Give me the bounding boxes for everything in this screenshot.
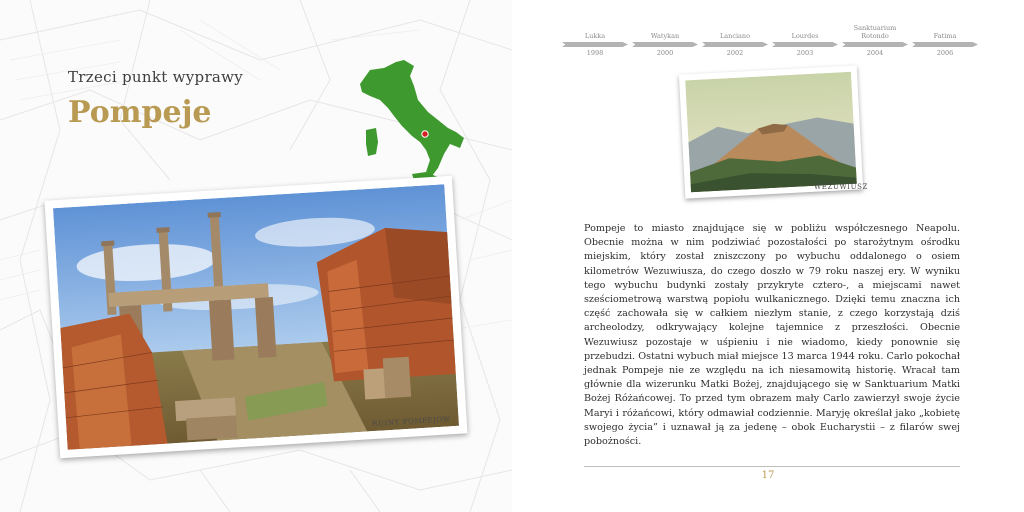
timeline-arrow	[702, 42, 768, 47]
timeline-item	[772, 14, 838, 64]
timeline-arrow	[912, 42, 978, 47]
timeline-year: 2002	[726, 49, 744, 57]
section-subtitle: Trzeci punkt wyprawy	[68, 68, 244, 86]
vesuvius-photo	[679, 65, 863, 198]
timeline-place: Watykan	[650, 32, 680, 40]
timeline-item	[632, 14, 698, 64]
timeline-year: 2006	[936, 49, 954, 57]
timeline-year: 2003	[796, 49, 814, 57]
timeline-arrow	[772, 42, 838, 47]
timeline-arrow	[562, 42, 628, 47]
timeline-item	[842, 14, 908, 64]
timeline-arrow	[632, 42, 698, 47]
page-title: Pompeje	[68, 95, 212, 130]
timeline-place: Lukka	[584, 32, 606, 40]
page-number: 17	[761, 470, 775, 481]
vesuvius-image	[685, 72, 857, 193]
timeline-place: Lanciano	[719, 32, 751, 40]
timeline-place: Lourdes	[791, 32, 819, 40]
pompeii-photo-caption: RUINY POMPEJÓW	[372, 415, 451, 428]
right-page	[512, 0, 1024, 512]
timeline-place: Sanktuarium Rotondo	[853, 24, 897, 40]
timeline-item	[562, 14, 628, 64]
pompeii-photo	[45, 176, 468, 458]
timeline-year: 2000	[656, 49, 674, 57]
body-text: Pompeje to miasto znajdujące się w pobliżu współczesnego Neapolu. Obecnie można w nim podziwiać pozostałości po starożytnym ośrodku miejskim, który został zniszczony po wybuchu oddalonego o osiem kilometrów Wezuwiusza, do czego doszło w 79 roku naszej ery. W wyniku tego wybuchu budynki zostały przykryte cztero-, a miejscami nawet sześciometrową warstwą popiołu wulkanicznego. Dzięki temu znaczna ich część zachowała się w całkiem niezłym stanie, z czego korzystają dziś archeolodzy, odkrywający kolejne tajemnice z przeszłości. Obecnie Wezuwiusz pozostaje w uśpieniu i nie wiadomo, kiedy ponownie się przebudzi. Ostatni wybuch miał miejsce 13 marca 1944 roku. Carlo pokochał jednak Pompeje nie ze względu na ich niesamowitą historię. Wracał tam głównie dla wizerunku Matki Bożej, znajdującego się w Sanktuarium Matki Bożej Różańcowej. To przed tym obrazem mały Carlo zawierzył swoje życie Maryi i różańcowi, który odmawiał codziennie. Maryję określał jako „kobietę swojego życia” i uznawał ją za jedenę – obok Eucharystii – z filarów swej pobożności.	[584, 223, 960, 448]
timeline-year: 1998	[586, 49, 604, 57]
timeline-item	[912, 14, 978, 64]
timeline-year: 2004	[866, 49, 884, 57]
italy-map-icon	[352, 56, 472, 186]
footer-divider	[584, 466, 960, 467]
journey-timeline	[562, 14, 982, 64]
pompeii-ruins-image	[53, 184, 459, 449]
vesuvius-photo-caption: WEZUWIUSZ	[814, 183, 868, 191]
timeline-arrow	[842, 42, 908, 47]
timeline-place: Fatima	[933, 32, 957, 40]
timeline-item	[702, 14, 768, 64]
location-dot-icon	[422, 131, 428, 137]
